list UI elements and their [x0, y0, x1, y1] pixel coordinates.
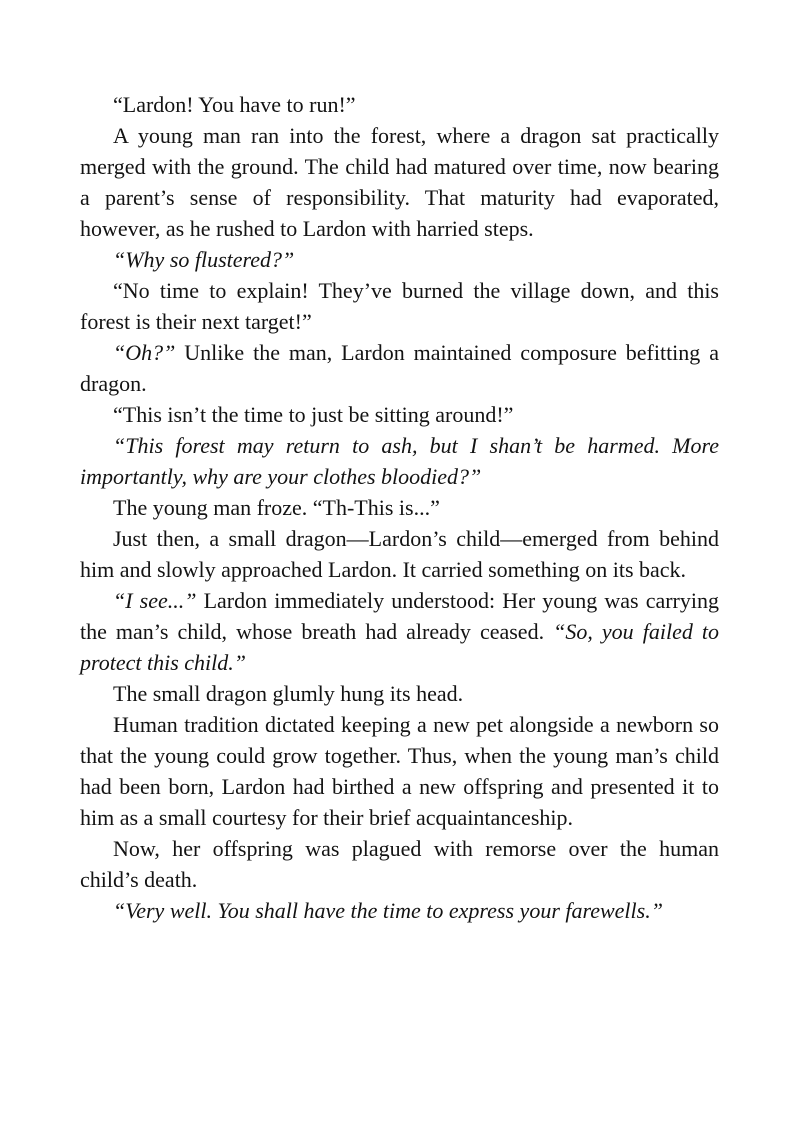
- dialogue-italic-segment: “I see...”: [113, 588, 197, 613]
- dialogue-italic-segment: “So, you failed to protect this child.”: [80, 619, 719, 675]
- text-segment: Now, her offspring was plagued with remorse over the human child’s death.: [80, 836, 719, 892]
- paragraph: [80, 275, 719, 337]
- paragraph: [80, 895, 719, 926]
- text-segment: The small dragon glumly hung its head.: [113, 681, 464, 706]
- dialogue-italic-segment: “This forest may return to ash, but I shan’t be harmed. More importantly, why are your clothes bloodied?”: [80, 433, 719, 489]
- dialogue-italic-segment: “Why so flustered?”: [113, 247, 295, 272]
- paragraph: [80, 244, 719, 275]
- paragraph: [80, 523, 719, 585]
- paragraph: [80, 678, 719, 709]
- paragraph: [80, 709, 719, 833]
- dialogue-italic-segment: “Very well. You shall have the time to express your farewells.”: [113, 898, 663, 923]
- text-segment: Just then, a small dragon—Lardon’s child—emerged from behind him and slowly approached Lardon. It carried something on its back.: [80, 526, 719, 582]
- paragraph: [80, 833, 719, 895]
- paragraph: [80, 120, 719, 244]
- paragraph: [80, 430, 719, 492]
- text-segment: “No time to explain! They’ve burned the village down, and this forest is their next target!”: [80, 278, 719, 334]
- text-segment: “Lardon! You have to run!”: [113, 92, 356, 117]
- paragraph: [80, 399, 719, 430]
- text-segment: Human tradition dictated keeping a new pet alongside a newborn so that the young could grow together. Thus, when the young man’s child had been born, Lardon had birthed a new offspring and presented it to him as a small courtesy for their brief acquaintanceship.: [80, 712, 719, 830]
- paragraph: [80, 89, 719, 120]
- text-segment: Unlike the man, Lardon maintained composure befitting a dragon.: [80, 340, 719, 396]
- text-segment: A young man ran into the forest, where a dragon sat practically merged with the ground. The child had matured over time, now bearing a parent’s sense of responsibility. That maturity had evaporated, however, as he rushed to Lardon with harried steps.: [80, 123, 719, 241]
- dialogue-italic-segment: “Oh?”: [113, 340, 176, 365]
- paragraph: [80, 492, 719, 523]
- text-segment: Lardon immediately understood: Her young was carrying the man’s child, whose breath had already ceased.: [80, 588, 719, 644]
- paragraph: [80, 585, 719, 678]
- text-segment: The young man froze. “Th-This is...”: [113, 495, 440, 520]
- paragraph: [80, 337, 719, 399]
- text-segment: “This isn’t the time to just be sitting around!”: [113, 402, 514, 427]
- body-text: [80, 89, 719, 926]
